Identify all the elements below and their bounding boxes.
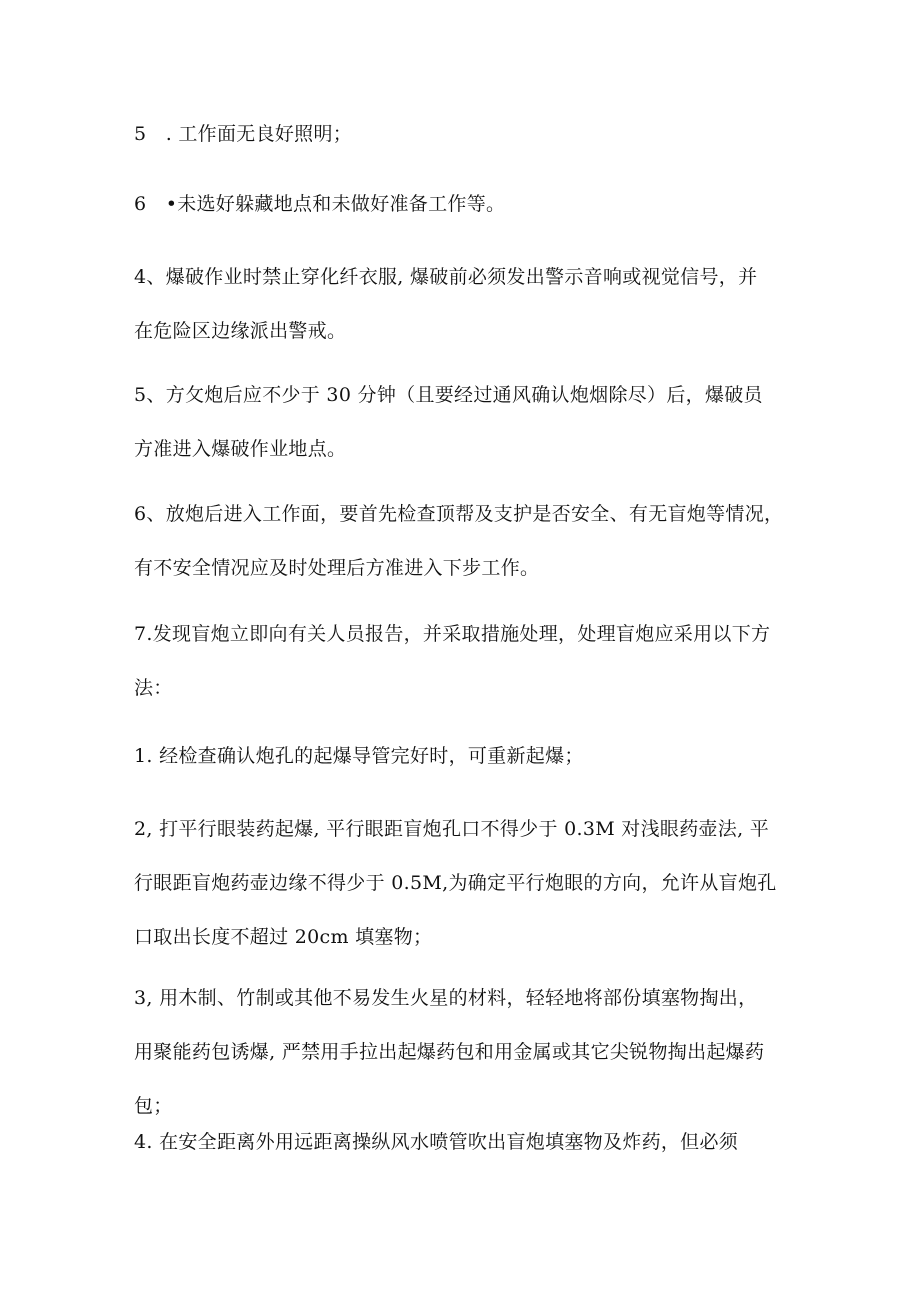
paragraph-rule-4 xyxy=(134,250,794,358)
text-line: 7.发现盲炮立即向有关人员报告，并采取措施处理，处理盲炮应采用以下方 xyxy=(134,623,771,645)
text-line: 6、放炮后进入工作面，要首先检查顶帮及支护是否安全、有无盲炮等情况， xyxy=(134,503,784,525)
text-line: 有不安全情况应及时处理后方准进入下步工作。 xyxy=(134,557,540,579)
paragraph-rule-6 xyxy=(134,487,794,595)
text-line: 5 . 工作面无良好照明； xyxy=(134,123,353,145)
text-line: 3, 用木制、竹制或其他不易发生火星的材料，轻轻地将部份填塞物掏出， xyxy=(134,987,758,1009)
paragraph-rule-5 xyxy=(134,368,794,476)
text-line: 6 •未选好躲藏地点和未做好准备工作等。 xyxy=(134,193,506,215)
paragraph-method-4 xyxy=(134,1115,794,1169)
paragraph-item-6a xyxy=(134,177,794,231)
text-line: 方准进入爆破作业地点。 xyxy=(134,438,347,460)
paragraph-item-5a xyxy=(134,107,794,161)
text-line: 法： xyxy=(134,677,173,699)
text-line: 行眼距盲炮药壶边缘不得少于 0.5M,为确定平行炮眼的方向，允许从盲炮孔 xyxy=(134,872,777,894)
text-line: 包； xyxy=(134,1095,173,1117)
paragraph-rule-7 xyxy=(134,607,794,715)
paragraph-method-2 xyxy=(134,802,794,964)
text-line: 1. 经检查确认炮孔的起爆导管完好时，可重新起爆； xyxy=(134,745,584,767)
text-line: 口取出长度不超过 20cm 填塞物； xyxy=(134,926,433,948)
text-line: 4、爆破作业时禁止穿化纤衣服, 爆破前必须发出警示音响或视觉信号，并 xyxy=(134,266,758,288)
text-line: 2, 打平行眼装药起爆, 平行眼距盲炮孔口不得少于 0.3M 对浅眼药壶法, 平 xyxy=(134,818,770,840)
text-line: 在危险区边缘派出警戒。 xyxy=(134,320,347,342)
paragraph-method-3 xyxy=(134,971,794,1133)
text-line: 用聚能药包诱爆, 严禁用手拉出起爆药包和用金属或其它尖锐物掏出起爆药 xyxy=(134,1041,765,1063)
text-line: 4. 在安全距离外用远距离操纵风水喷管吹出盲炮填塞物及炸药，但必须 xyxy=(134,1131,739,1153)
paragraph-method-1 xyxy=(134,729,794,783)
text-line: 5、方攵炮后应不少于 30 分钟（且要经过通风确认炮烟除尽）后，爆破员 xyxy=(134,384,763,406)
